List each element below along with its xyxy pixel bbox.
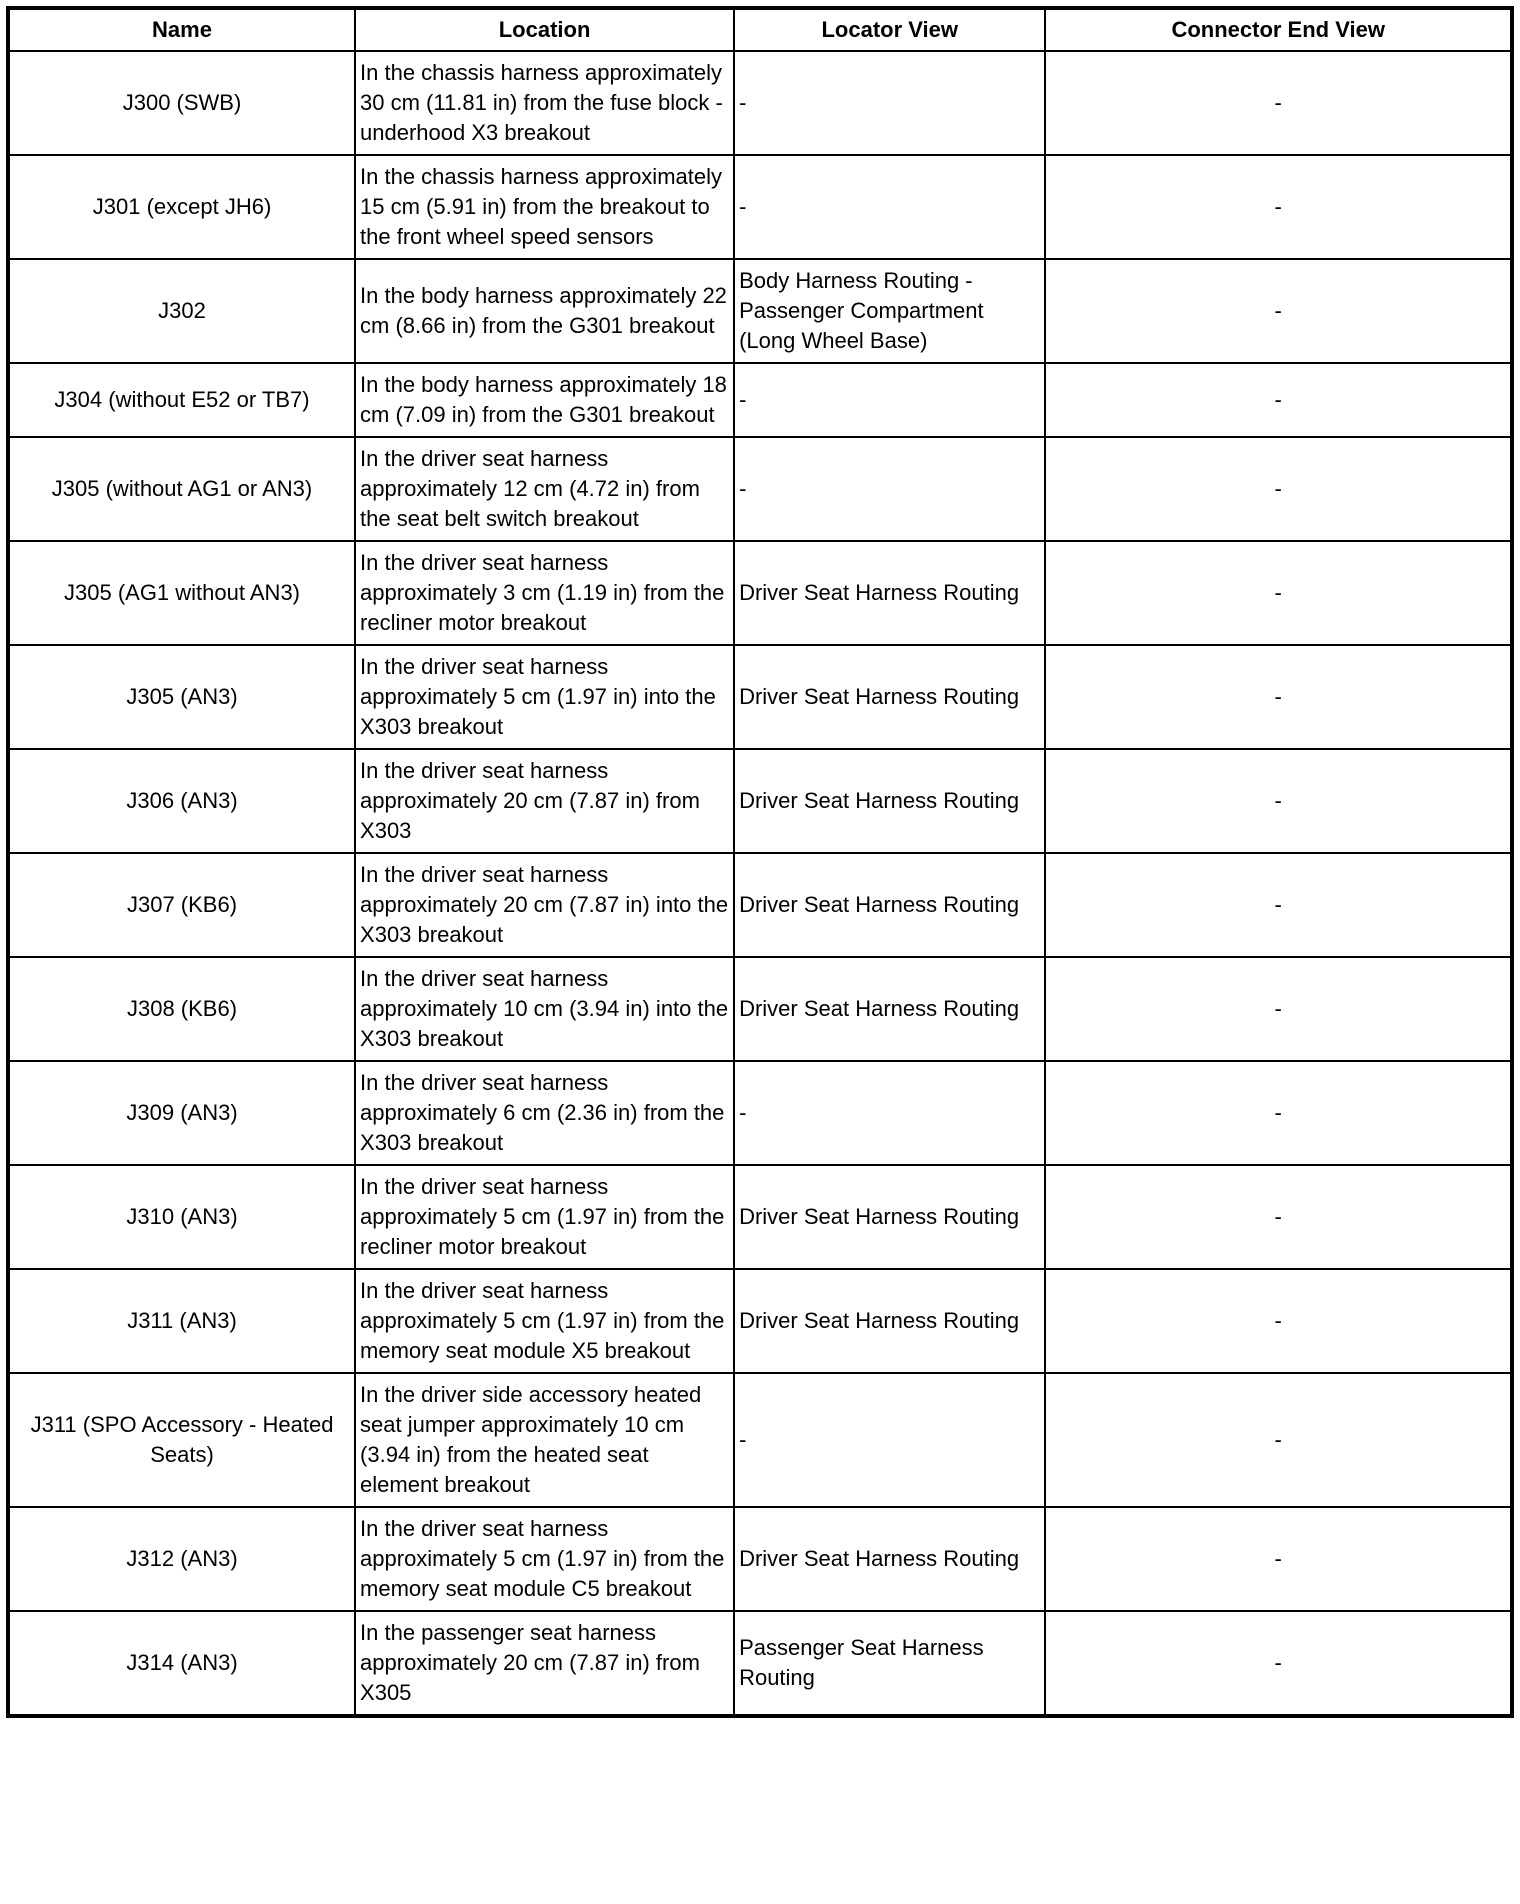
connector-end-view-cell: - xyxy=(1045,1269,1512,1373)
connector-end-view-cell: - xyxy=(1045,259,1512,363)
header-row xyxy=(8,8,1512,51)
locator-view-cell: - xyxy=(734,1061,1045,1165)
table-row xyxy=(8,437,1512,541)
name-cell: J306 (AN3) xyxy=(8,749,355,853)
name-cell: J304 (without E52 or TB7) xyxy=(8,363,355,437)
name-cell: J301 (except JH6) xyxy=(8,155,355,259)
locator-view-cell: Driver Seat Harness Routing xyxy=(734,1507,1045,1611)
connector-end-view-cell: - xyxy=(1045,51,1512,155)
table-row xyxy=(8,1611,1512,1716)
table-row xyxy=(8,645,1512,749)
connector-end-view-cell: - xyxy=(1045,1611,1512,1716)
name-cell: J308 (KB6) xyxy=(8,957,355,1061)
locator-view-cell: Driver Seat Harness Routing xyxy=(734,1269,1045,1373)
connector-end-view-cell: - xyxy=(1045,853,1512,957)
connector-end-view-cell: - xyxy=(1045,1061,1512,1165)
connector-end-view-cell: - xyxy=(1045,1165,1512,1269)
name-cell: J302 xyxy=(8,259,355,363)
table-row xyxy=(8,259,1512,363)
table-row xyxy=(8,749,1512,853)
locator-view-cell: - xyxy=(734,437,1045,541)
location-cell: In the chassis harness approximately 30 cm (11.81 in) from the fuse block - underhood X3 breakout xyxy=(355,51,734,155)
locator-view-cell: Driver Seat Harness Routing xyxy=(734,749,1045,853)
name-cell: J305 (without AG1 or AN3) xyxy=(8,437,355,541)
location-cell: In the driver seat harness approximately 5 cm (1.97 in) from the memory seat module X5 breakout xyxy=(355,1269,734,1373)
splice-pack-table xyxy=(6,6,1514,1718)
locator-view-cell: - xyxy=(734,155,1045,259)
locator-view-cell: Driver Seat Harness Routing xyxy=(734,541,1045,645)
name-cell: J305 (AN3) xyxy=(8,645,355,749)
table-row xyxy=(8,1269,1512,1373)
name-cell: J310 (AN3) xyxy=(8,1165,355,1269)
location-cell: In the passenger seat harness approximately 20 cm (7.87 in) from X305 xyxy=(355,1611,734,1716)
name-cell: J305 (AG1 without AN3) xyxy=(8,541,355,645)
location-cell: In the driver seat harness approximately 6 cm (2.36 in) from the X303 breakout xyxy=(355,1061,734,1165)
location-cell: In the driver seat harness approximately 5 cm (1.97 in) from the recliner motor breakout xyxy=(355,1165,734,1269)
header-connector-end-view: Connector End View xyxy=(1045,8,1512,51)
locator-view-cell: Driver Seat Harness Routing xyxy=(734,853,1045,957)
table-row xyxy=(8,541,1512,645)
name-cell: J311 (SPO Accessory - Heated Seats) xyxy=(8,1373,355,1507)
connector-end-view-cell: - xyxy=(1045,1507,1512,1611)
location-cell: In the body harness approximately 22 cm (8.66 in) from the G301 breakout xyxy=(355,259,734,363)
location-cell: In the driver seat harness approximately 10 cm (3.94 in) into the X303 breakout xyxy=(355,957,734,1061)
name-cell: J311 (AN3) xyxy=(8,1269,355,1373)
table-row xyxy=(8,1061,1512,1165)
connector-end-view-cell: - xyxy=(1045,749,1512,853)
locator-view-cell: Body Harness Routing - Passenger Compartment (Long Wheel Base) xyxy=(734,259,1045,363)
table-row xyxy=(8,1373,1512,1507)
connector-end-view-cell: - xyxy=(1045,1373,1512,1507)
location-cell: In the driver seat harness approximately 20 cm (7.87 in) into the X303 breakout xyxy=(355,853,734,957)
location-cell: In the driver seat harness approximately 5 cm (1.97 in) from the memory seat module C5 breakout xyxy=(355,1507,734,1611)
locator-view-cell: - xyxy=(734,51,1045,155)
table-row xyxy=(8,1165,1512,1269)
name-cell: J307 (KB6) xyxy=(8,853,355,957)
location-cell: In the driver seat harness approximately 3 cm (1.19 in) from the recliner motor breakout xyxy=(355,541,734,645)
name-cell: J300 (SWB) xyxy=(8,51,355,155)
location-cell: In the driver seat harness approximately 5 cm (1.97 in) into the X303 breakout xyxy=(355,645,734,749)
locator-view-cell: Passenger Seat Harness Routing xyxy=(734,1611,1045,1716)
connector-end-view-cell: - xyxy=(1045,957,1512,1061)
name-cell: J309 (AN3) xyxy=(8,1061,355,1165)
table-row xyxy=(8,51,1512,155)
header-locator-view: Locator View xyxy=(734,8,1045,51)
location-cell: In the driver side accessory heated seat jumper approximately 10 cm (3.94 in) from the heated seat element breakout xyxy=(355,1373,734,1507)
connector-end-view-cell: - xyxy=(1045,363,1512,437)
locator-view-cell: Driver Seat Harness Routing xyxy=(734,1165,1045,1269)
header-location: Location xyxy=(355,8,734,51)
connector-end-view-cell: - xyxy=(1045,645,1512,749)
connector-end-view-cell: - xyxy=(1045,155,1512,259)
header-name: Name xyxy=(8,8,355,51)
locator-view-cell: Driver Seat Harness Routing xyxy=(734,957,1045,1061)
connector-end-view-cell: - xyxy=(1045,437,1512,541)
locator-view-cell: - xyxy=(734,1373,1045,1507)
locator-view-cell: Driver Seat Harness Routing xyxy=(734,645,1045,749)
table-row xyxy=(8,155,1512,259)
location-cell: In the driver seat harness approximately 12 cm (4.72 in) from the seat belt switch breakout xyxy=(355,437,734,541)
table-row xyxy=(8,363,1512,437)
table-row xyxy=(8,957,1512,1061)
name-cell: J314 (AN3) xyxy=(8,1611,355,1716)
connector-end-view-cell: - xyxy=(1045,541,1512,645)
location-cell: In the chassis harness approximately 15 cm (5.91 in) from the breakout to the front wheel speed sensors xyxy=(355,155,734,259)
location-cell: In the driver seat harness approximately 20 cm (7.87 in) from X303 xyxy=(355,749,734,853)
location-cell: In the body harness approximately 18 cm (7.09 in) from the G301 breakout xyxy=(355,363,734,437)
table-row xyxy=(8,1507,1512,1611)
table-row xyxy=(8,853,1512,957)
locator-view-cell: - xyxy=(734,363,1045,437)
name-cell: J312 (AN3) xyxy=(8,1507,355,1611)
